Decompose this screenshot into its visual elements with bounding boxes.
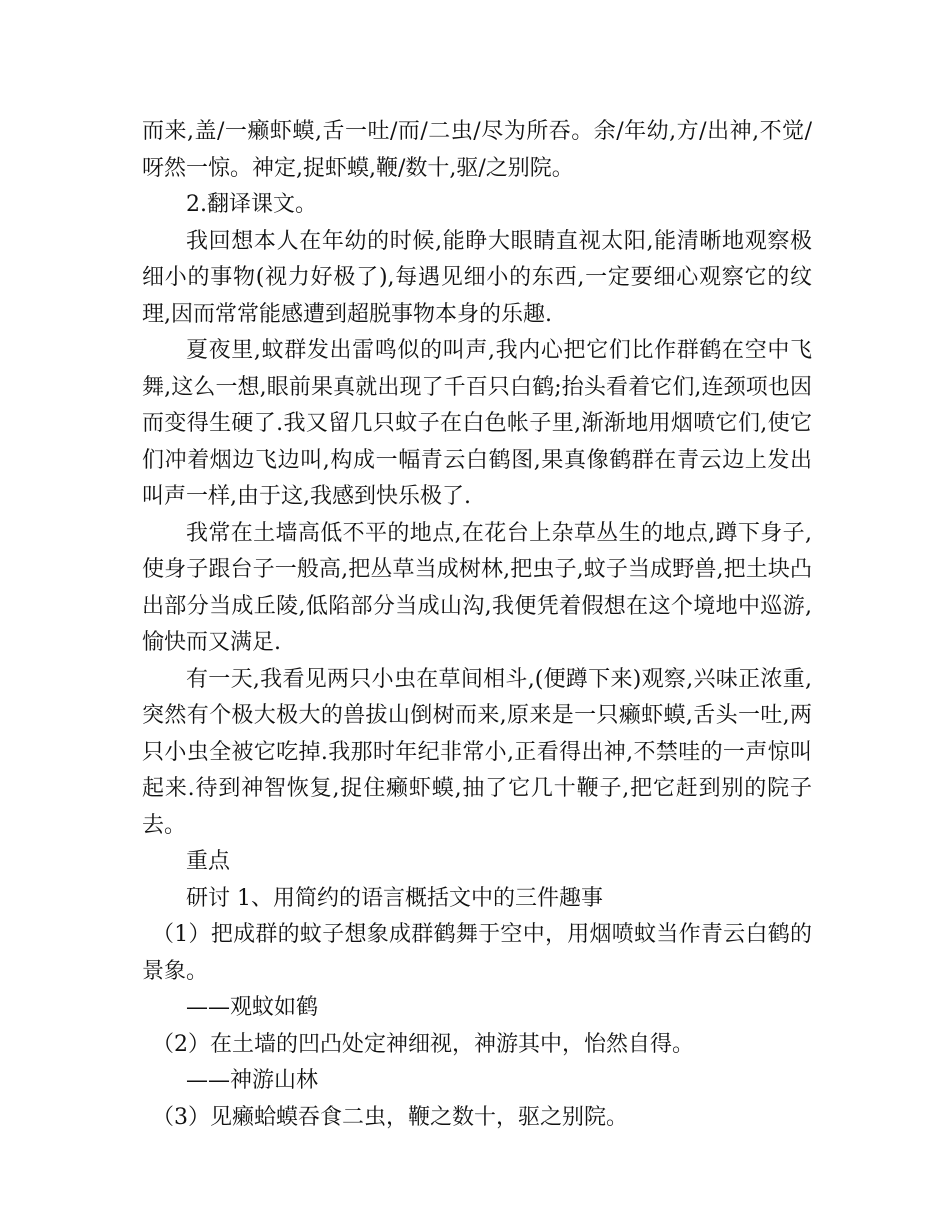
paragraph-text: 有一天,我看见两只小虫在草间相斗,(便蹲下来)观察,兴味正浓重,突然有个极大极大的兽拔山倒树而来,原来是一只癞虾蟆,舌头一吐,两只小虫全被它吃掉.我那时年纪非常小,正看得出神,不禁哇的一声惊叫起来.待到神智恢复,捉住癞虾蟆,抽了它几十鞭子,把它赶到别的院子去。 <box>142 666 812 838</box>
paragraph-text: 而来,盖/一癞虾蟆,舌一吐/而/二虫/尽为所吞。余/年幼,方/出神,不觉/呀然一惊。神定,捉虾蟆,鞭/数十,驱/之别院。 <box>142 119 812 181</box>
discussion-question: 研讨 1、用简约的语言概括文中的三件趣事 <box>186 885 603 911</box>
paragraph-text: 夏夜里,蚊群发出雷鸣似的叫声,我内心把它们比作群鹤在空中飞舞,这么一想,眼前果真就出现了千百只白鹤;抬头看着它们,连颈项也因而变得生硬了.我又留几只蚊子在白色帐子里,渐渐地用烟喷它们,使它们冲着烟边飞边叫,构成一幅青云白鹤图,果真像鹤群在青云边上发出叫声一样,由于这,我感到快乐极了. <box>142 338 812 509</box>
list-item: （3）见癞蛤蟆吞食二虫，鞭之数十，驱之别院。 <box>152 1104 628 1130</box>
section-heading-translation: 2.翻译课文。 <box>186 192 317 217</box>
paragraph-text: 我回想本人在年幼的时候,能睁大眼睛直视太阳,能清晰地观察极细小的事物(视力好极了),每遇见细小的东西,一定要细心观察它的纹理,因而常常能感遭到超脱事物本身的乐趣. <box>142 228 812 327</box>
list-item-summary: ——神游山林 <box>186 1068 319 1093</box>
list-item-summary: ——观蚊如鹤 <box>186 995 319 1020</box>
list-item: （2）在土墙的凹凸处定神细视，神游其中，怡然自得。 <box>152 1031 694 1057</box>
paragraph-text: 我常在土墙高低不平的地点,在花台上杂草丛生的地点,蹲下身子,使身子跟台子一般高,把丛草当成树林,把虫子,蚊子当成野兽,把土块凸出部分当成丘陵,低陷部分当成山沟,我便凭着假想在这个境地中巡游,愉快而又满足. <box>142 520 812 655</box>
list-item: （1）把成群的蚊子想象成群鹤舞于空中，用烟喷蚊当作青云白鹤的景象。 <box>142 922 812 984</box>
document-body <box>142 114 812 1136</box>
section-heading-key-points: 重点 <box>186 849 231 874</box>
